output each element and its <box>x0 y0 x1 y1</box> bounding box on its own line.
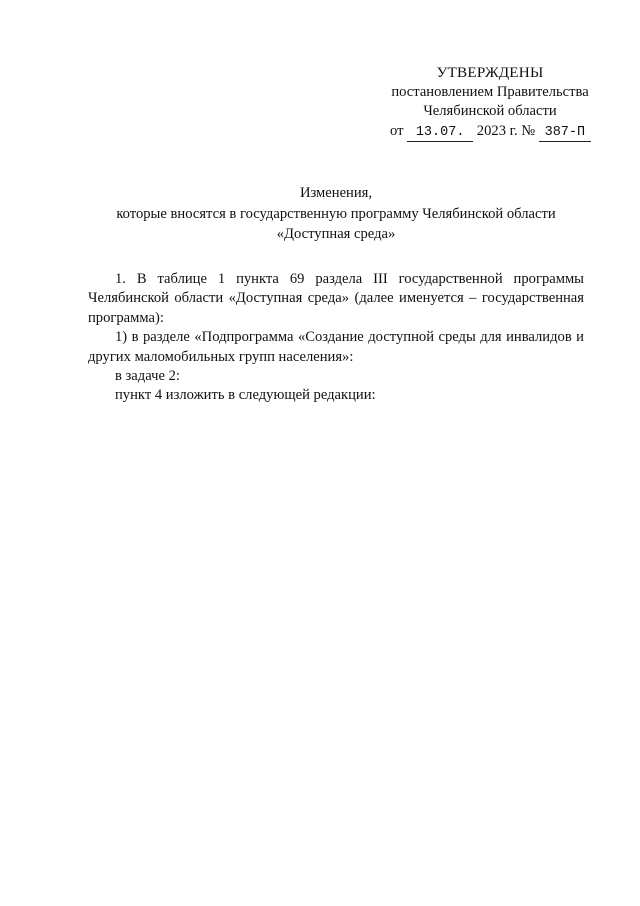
body-paragraph: пункт 4 изложить в следующей редакции: <box>115 387 376 404</box>
heading-line-2: которые вносятся в государственную программу Челябинской области <box>116 205 556 222</box>
body-paragraph: в задаче 2: <box>115 368 180 385</box>
approval-line-2: Челябинской области <box>423 103 557 119</box>
decree-date: 13.07. <box>407 125 473 142</box>
body-paragraph: 1. В таблице 1 пункта 69 раздела III государственной программы Челябинской области «Доступная среда» (далее именуется – государственная программа): <box>88 271 584 326</box>
document-body <box>88 270 584 406</box>
approval-title: УТВЕРЖДЕНЫ <box>436 64 544 81</box>
heading-line-3: «Доступная среда» <box>276 226 396 242</box>
approval-date-line <box>380 122 600 142</box>
document-heading <box>88 183 584 245</box>
approval-block <box>380 63 600 142</box>
approval-line-1: постановлением Правительства <box>391 83 589 100</box>
decree-number: 387-П <box>539 125 591 142</box>
decree-year-number-label: 2023 г. № <box>476 122 536 139</box>
body-paragraph: 1) в разделе «Подпрограмма «Создание доступной среды для инвалидов и других маломобильных групп населения»: <box>88 329 584 365</box>
heading-line-1: Изменения, <box>299 185 373 201</box>
date-prefix: от <box>390 122 404 139</box>
